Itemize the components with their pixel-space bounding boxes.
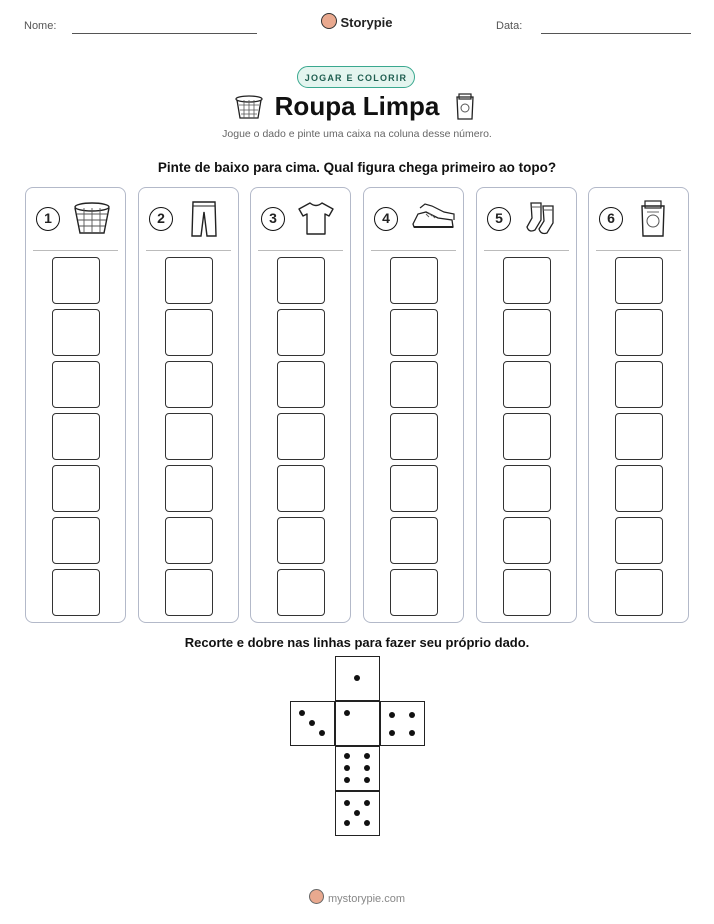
die-face-5	[335, 791, 380, 836]
pants-icon	[189, 200, 219, 238]
color-box[interactable]	[165, 517, 213, 564]
die-face-3	[290, 701, 335, 746]
color-box[interactable]	[390, 309, 438, 356]
die-pip	[344, 710, 350, 716]
die-pip	[309, 720, 315, 726]
column-2	[138, 187, 239, 623]
die-pip	[364, 800, 370, 806]
color-box[interactable]	[615, 517, 663, 564]
footer-url[interactable]: mystorypie.com	[327, 893, 406, 905]
die-face-1b	[335, 701, 380, 746]
color-box[interactable]	[52, 569, 100, 616]
column-divider	[596, 250, 681, 251]
column-divider	[33, 250, 118, 251]
laundry-basket-icon	[72, 200, 112, 236]
die-pip	[364, 777, 370, 783]
washing-machine-icon	[635, 200, 671, 238]
die-pip	[344, 753, 350, 759]
subtitle: Jogue o dado e pinte uma caixa na coluna desse número.	[222, 128, 492, 140]
color-box[interactable]	[52, 309, 100, 356]
column-number: 3	[261, 207, 285, 231]
washing-machine-icon	[452, 93, 478, 121]
color-box[interactable]	[165, 413, 213, 460]
die-pip	[299, 710, 305, 716]
die-pip	[389, 712, 395, 718]
color-box[interactable]	[277, 413, 325, 460]
tshirt-icon	[297, 200, 335, 236]
color-box[interactable]	[277, 517, 325, 564]
die-face-6	[335, 746, 380, 791]
color-box[interactable]	[165, 309, 213, 356]
color-box[interactable]	[503, 569, 551, 616]
color-box[interactable]	[390, 517, 438, 564]
color-box[interactable]	[277, 465, 325, 512]
die-instruction: Recorte e dobre nas linhas para fazer seu próprio dado.	[184, 635, 530, 650]
color-box[interactable]	[503, 257, 551, 304]
color-box[interactable]	[52, 465, 100, 512]
sneakers-icon	[410, 200, 456, 234]
color-box[interactable]	[390, 569, 438, 616]
die-pip	[344, 765, 350, 771]
color-box[interactable]	[390, 257, 438, 304]
color-box[interactable]	[503, 465, 551, 512]
date-line[interactable]	[541, 33, 691, 34]
page-title: Roupa Limpa	[274, 91, 440, 121]
die-pip	[389, 730, 395, 736]
color-box[interactable]	[277, 361, 325, 408]
date-label: Data:	[496, 20, 523, 32]
column-6	[588, 187, 689, 623]
die-face-1	[335, 656, 380, 701]
color-box[interactable]	[503, 361, 551, 408]
color-box[interactable]	[165, 257, 213, 304]
color-box[interactable]	[615, 413, 663, 460]
column-number: 1	[36, 207, 60, 231]
column-5	[476, 187, 577, 623]
color-box[interactable]	[390, 465, 438, 512]
column-number: 6	[599, 207, 623, 231]
die-pip	[354, 810, 360, 816]
name-line[interactable]	[72, 33, 257, 34]
color-box[interactable]	[52, 361, 100, 408]
color-box[interactable]	[52, 413, 100, 460]
color-box[interactable]	[277, 309, 325, 356]
color-box[interactable]	[52, 517, 100, 564]
die-pip	[344, 820, 350, 826]
die-pip	[344, 777, 350, 783]
die-pip	[364, 753, 370, 759]
die-pip	[344, 800, 350, 806]
die-pip	[319, 730, 325, 736]
color-box[interactable]	[390, 413, 438, 460]
die-face-4	[380, 701, 425, 746]
column-divider	[371, 250, 456, 251]
die-pip	[364, 820, 370, 826]
socks-icon	[523, 200, 561, 236]
column-divider	[258, 250, 343, 251]
color-box[interactable]	[277, 569, 325, 616]
color-box[interactable]	[503, 413, 551, 460]
color-box[interactable]	[390, 361, 438, 408]
color-box[interactable]	[165, 361, 213, 408]
column-divider	[146, 250, 231, 251]
column-3	[250, 187, 351, 623]
instruction: Pinte de baixo para cima. Qual figura chega primeiro ao topo?	[157, 160, 557, 175]
color-box[interactable]	[615, 569, 663, 616]
color-box[interactable]	[615, 361, 663, 408]
footer	[0, 889, 714, 905]
color-box[interactable]	[277, 257, 325, 304]
mascot-icon	[309, 889, 324, 904]
die-pip	[409, 730, 415, 736]
die-pip	[409, 712, 415, 718]
mascot-icon	[321, 13, 337, 29]
color-box[interactable]	[165, 569, 213, 616]
color-box[interactable]	[615, 257, 663, 304]
die-pip	[354, 675, 360, 681]
brand-name: Storypie	[340, 15, 393, 30]
column-4	[363, 187, 464, 623]
column-number: 2	[149, 207, 173, 231]
name-label: Nome:	[24, 20, 57, 32]
category-badge: JOGAR E COLORIR	[297, 66, 415, 88]
column-number: 5	[487, 207, 511, 231]
column-1	[25, 187, 126, 623]
column-divider	[484, 250, 569, 251]
color-box[interactable]	[503, 309, 551, 356]
color-box[interactable]	[503, 517, 551, 564]
color-box[interactable]	[165, 465, 213, 512]
color-box[interactable]	[52, 257, 100, 304]
color-box[interactable]	[615, 309, 663, 356]
die-pip	[364, 765, 370, 771]
color-box[interactable]	[615, 465, 663, 512]
column-number: 4	[374, 207, 398, 231]
brand-logo	[0, 13, 714, 30]
